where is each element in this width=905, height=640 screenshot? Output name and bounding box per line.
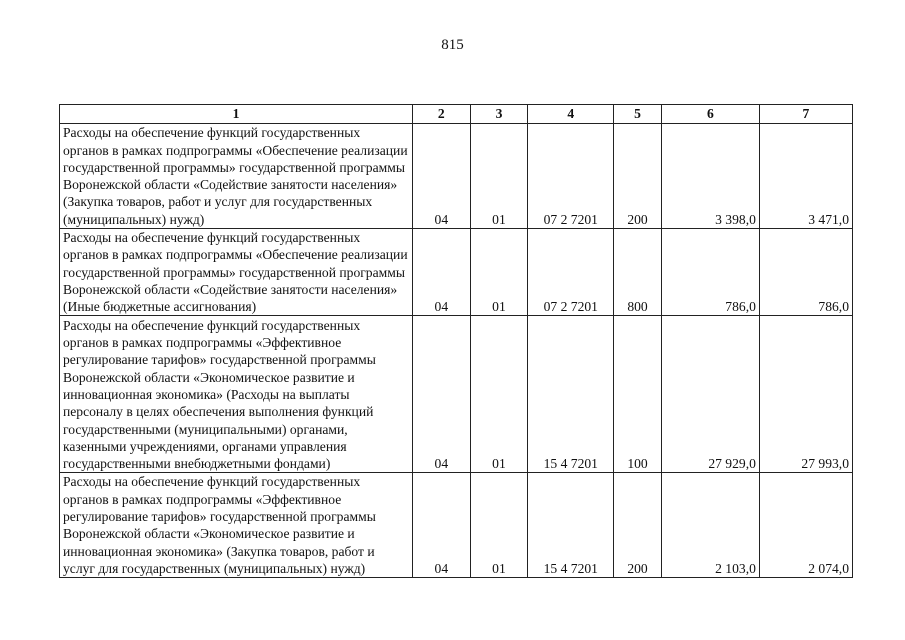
- column-header: 1: [60, 105, 413, 124]
- row-expense-type: 200: [614, 124, 662, 229]
- row-amount-col7: 27 993,0: [759, 316, 852, 473]
- row-target-article: 07 2 7201: [528, 124, 614, 229]
- row-subsection: 01: [470, 124, 528, 229]
- column-header: 5: [614, 105, 662, 124]
- page-number: 815: [441, 37, 464, 53]
- column-header: 7: [759, 105, 852, 124]
- table-row: [60, 229, 853, 316]
- budget-table: [59, 104, 853, 578]
- row-subsection: 01: [470, 229, 528, 316]
- table-row: [60, 316, 853, 473]
- row-target-article: 15 4 7201: [528, 473, 614, 578]
- row-description: Расходы на обеспечение функций государственных органов в рамках подпрограммы «Обеспечение реализации государственной программы» государственной программы Воронежской области «Содействие занятости населения» (Закупка товаров, работ и услуг для государственных (муниципальных) нужд): [60, 124, 413, 229]
- column-header: 3: [470, 105, 528, 124]
- row-target-article: 07 2 7201: [528, 229, 614, 316]
- row-expense-type: 200: [614, 473, 662, 578]
- column-header: 6: [661, 105, 759, 124]
- row-amount-col7: 2 074,0: [759, 473, 852, 578]
- row-amount-col7: 3 471,0: [759, 124, 852, 229]
- row-description: Расходы на обеспечение функций государственных органов в рамках подпрограммы «Обеспечение реализации государственной программы» государственной программы Воронежской области «Содействие занятости населения» (Иные бюджетные ассигнования): [60, 229, 413, 316]
- row-expense-type: 800: [614, 229, 662, 316]
- row-section: 04: [413, 316, 471, 473]
- column-header: 4: [528, 105, 614, 124]
- row-target-article: 15 4 7201: [528, 316, 614, 473]
- row-amount-col7: 786,0: [759, 229, 852, 316]
- row-expense-type: 100: [614, 316, 662, 473]
- row-amount-col6: 27 929,0: [661, 316, 759, 473]
- row-subsection: 01: [470, 316, 528, 473]
- row-subsection: 01: [470, 473, 528, 578]
- row-section: 04: [413, 124, 471, 229]
- table-row: [60, 124, 853, 229]
- row-amount-col6: 2 103,0: [661, 473, 759, 578]
- row-section: 04: [413, 229, 471, 316]
- table-row: [60, 473, 853, 578]
- row-description: Расходы на обеспечение функций государственных органов в рамках подпрограммы «Эффективное регулирование тарифов» государственной программы Воронежской области «Экономическое развитие и инновационная экономика» (Закупка товаров, работ и услуг для государственных (муниципальных) нужд): [60, 473, 413, 578]
- column-header: 2: [413, 105, 471, 124]
- row-section: 04: [413, 473, 471, 578]
- header-row: [60, 105, 853, 124]
- row-amount-col6: 3 398,0: [661, 124, 759, 229]
- row-amount-col6: 786,0: [661, 229, 759, 316]
- row-description: Расходы на обеспечение функций государственных органов в рамках подпрограммы «Эффективное регулирование тарифов» государственной программы Воронежской области «Экономическое развитие и инновационная экономика» (Расходы на выплаты персоналу в целях обеспечения выполнения функций государственными (муниципальными) органами, казенными учреждениями, органами управления государственными внебюджетными фондами): [60, 316, 413, 473]
